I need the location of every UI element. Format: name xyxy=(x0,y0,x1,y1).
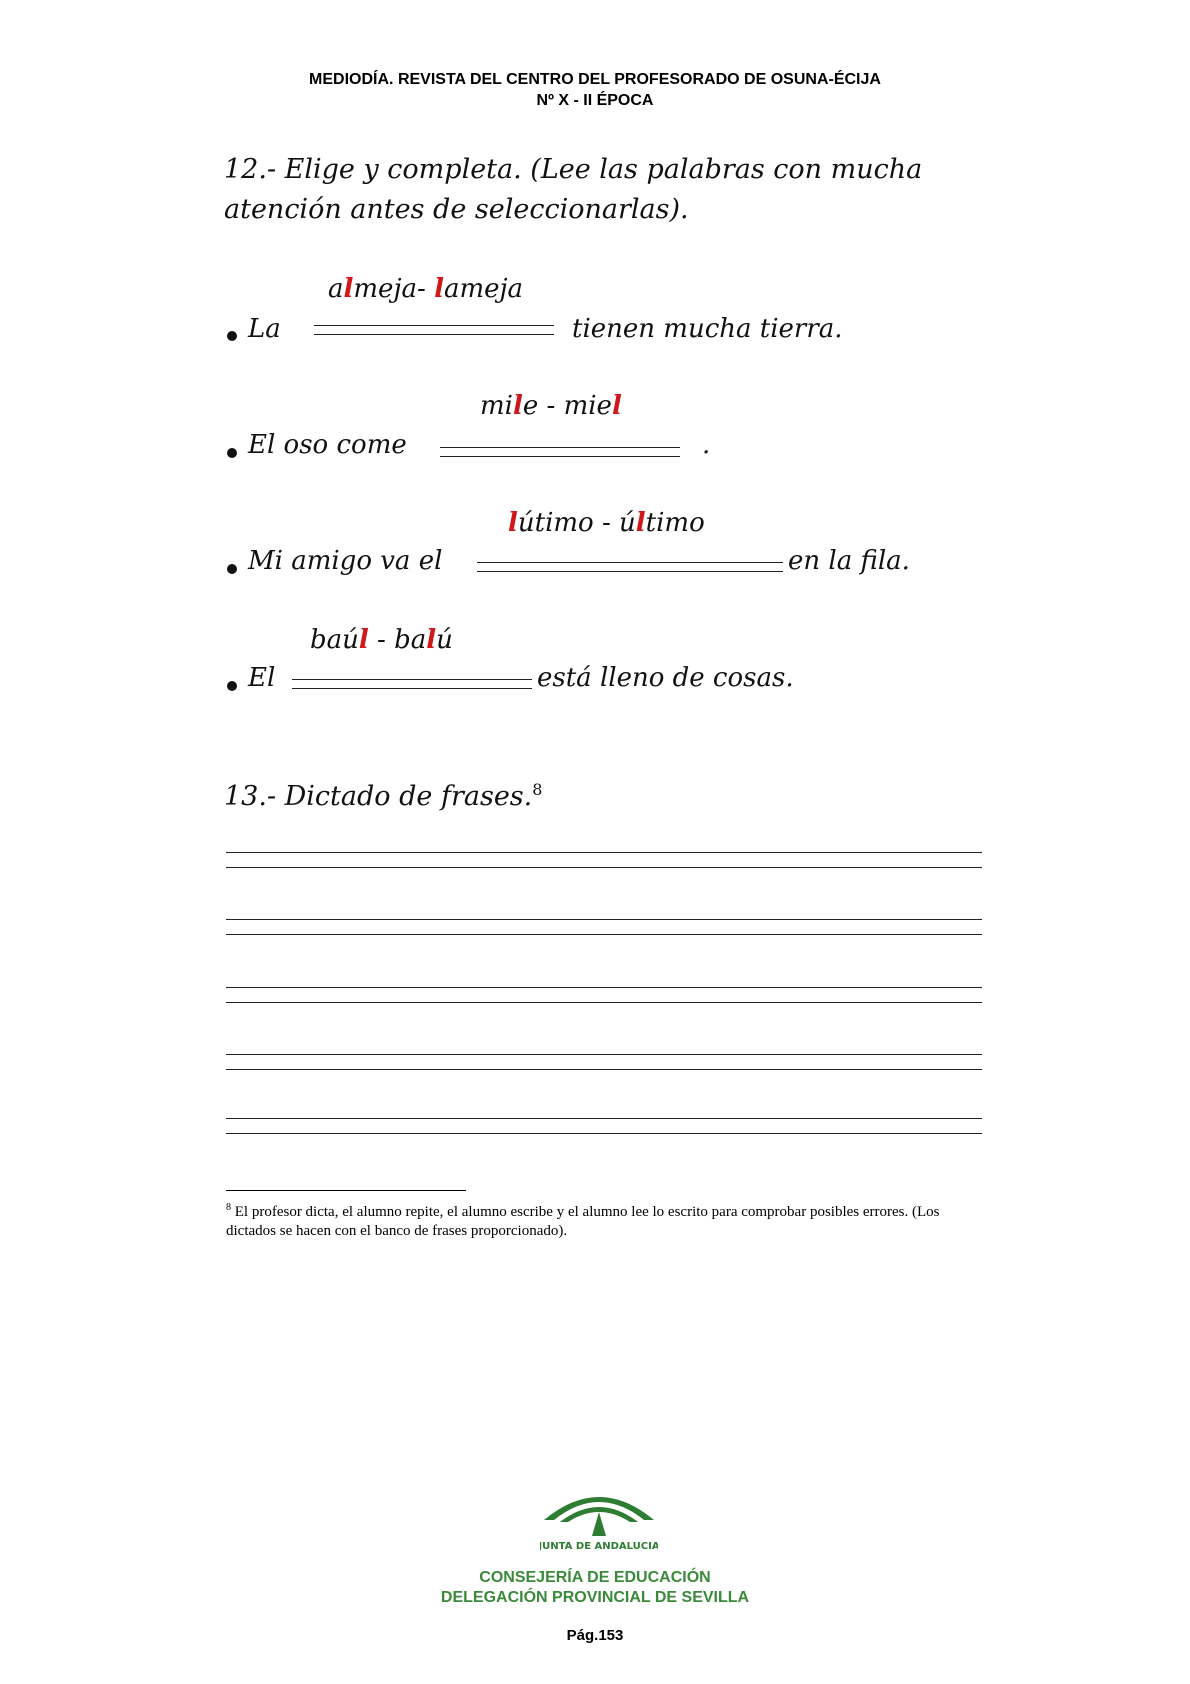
answer-line[interactable] xyxy=(292,679,532,689)
sentence-start: El oso come xyxy=(248,430,407,460)
footer-delegation: DELEGACIÓN PROVINCIAL DE SEVILLA xyxy=(440,1589,750,1606)
bullet-icon xyxy=(227,448,237,458)
svg-text:JUNTA DE ANDALUCIA: JUNTA DE ANDALUCIA xyxy=(540,1541,658,1552)
exercise-12-title-line1: 12.- Elige y completa. (Lee las palabras con mucha xyxy=(224,154,923,185)
dictation-line[interactable] xyxy=(226,987,982,1003)
footnote-divider xyxy=(226,1190,466,1191)
footnote-ref: 8 xyxy=(532,780,543,799)
header-title: MEDIODÍA. REVISTA DEL CENTRO DEL PROFESORADO DE OSUNA-ÉCIJA xyxy=(309,71,881,88)
word-options: baúl - balú xyxy=(310,625,453,655)
word-options: mile - miel xyxy=(480,391,622,421)
dictation-line[interactable] xyxy=(226,1054,982,1070)
exercise-12-title-line2: atención antes de seleccionarlas). xyxy=(224,194,689,225)
dictation-line[interactable] xyxy=(226,919,982,935)
answer-line[interactable] xyxy=(440,447,680,457)
junta-andalucia-logo xyxy=(540,1476,658,1552)
footer-department: CONSEJERÍA DE EDUCACIÓN xyxy=(479,1569,711,1586)
answer-line[interactable] xyxy=(477,562,783,572)
bullet-icon xyxy=(227,681,237,691)
page-number: Pág.153 xyxy=(566,1627,624,1644)
dictation-line[interactable] xyxy=(226,1118,982,1134)
sentence-end: en la fila. xyxy=(788,546,910,576)
footnote: $^8$ El profesor dicta, el alumno repite, el alumno escribe y el alumno lee lo escrito para comprobar posibles errores. (Los dictados se hacen con el banco de frases proporcionado). xyxy=(226,1202,940,1239)
bullet-icon xyxy=(227,564,237,574)
answer-line[interactable] xyxy=(314,325,554,335)
sentence-end: está lleno de cosas. xyxy=(537,663,794,693)
word-options: almeja- lameja xyxy=(328,274,524,304)
exercise-13-title: 13.- Dictado de frases.$^8$ xyxy=(224,780,543,812)
sentence-start: La xyxy=(248,314,281,344)
dictation-line[interactable] xyxy=(226,852,982,868)
header-issue: Nº X - II ÉPOCA xyxy=(536,92,654,109)
sentence-end: tienen mucha tierra. xyxy=(572,314,843,344)
sentence-end: . xyxy=(702,430,711,460)
sentence-start: Mi amigo va el xyxy=(248,546,443,576)
word-options: lútimo - último xyxy=(508,508,705,538)
bullet-icon xyxy=(227,331,237,341)
sentence-start: El xyxy=(248,663,276,693)
